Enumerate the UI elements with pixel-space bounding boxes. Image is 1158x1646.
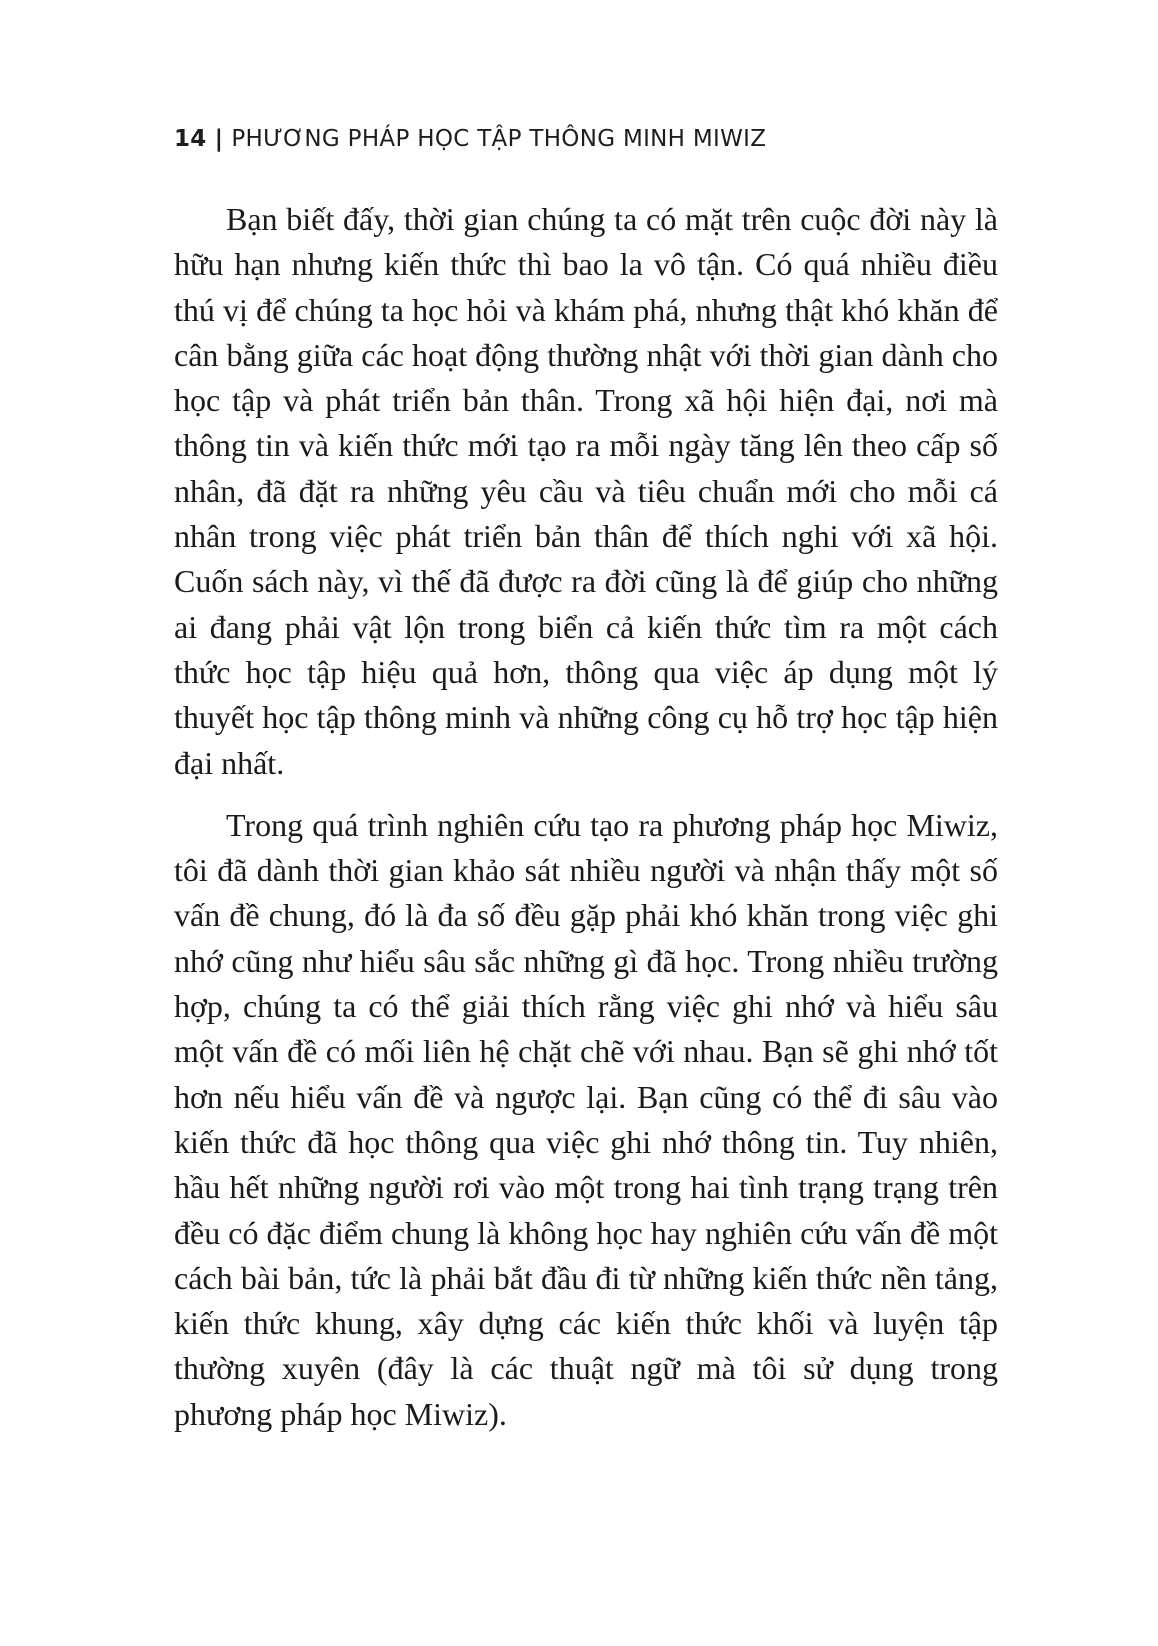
book-title: PHƯƠNG PHÁP HỌC TẬP THÔNG MINH MIWIZ <box>231 126 767 152</box>
page-number: 14 <box>174 126 207 152</box>
header-separator: | <box>214 126 224 152</box>
body-text <box>174 197 998 1437</box>
running-header <box>174 126 766 152</box>
paragraph-1: Bạn biết đấy, thời gian chúng ta có mặt trên cuộc đời này là hữu hạn nhưng kiến thức thì bao la vô tận. Có quá nhiều điều thú vị để chúng ta học hỏi và khám phá, nhưng thật khó khăn để cân bằng giữa các hoạt động thường nhật với thời gian dành cho học tập và phát triển bản thân. Trong xã hội hiện đại, nơi mà thông tin và kiến thức mới tạo ra mỗi ngày tăng lên theo cấp số nhân, đã đặt ra những yêu cầu và tiêu chuẩn mới cho mỗi cá nhân trong việc phát triển bản thân để thích nghi với xã hội. Cuốn sách này, vì thế đã được ra đời cũng là để giúp cho những ai đang phải vật lộn trong biển cả kiến thức tìm ra một cách thức học tập hiệu quả hơn, thông qua việc áp dụng một lý thuyết học tập thông minh và những công cụ hỗ trợ học tập hiện đại nhất. <box>174 201 998 781</box>
paragraph-2: Trong quá trình nghiên cứu tạo ra phương pháp học Miwiz, tôi đã dành thời gian khảo sát nhiều người và nhận thấy một số vấn đề chung, đó là đa số đều gặp phải khó khăn trong việc ghi nhớ cũng như hiểu sâu sắc những gì đã học. Trong nhiều trường hợp, chúng ta có thể giải thích rằng việc ghi nhớ và hiểu sâu một vấn đề có mối liên hệ chặt chẽ với nhau. Bạn sẽ ghi nhớ tốt hơn nếu hiểu vấn đề và ngược lại. Bạn cũng có thể đi sâu vào kiến thức đã học thông qua việc ghi nhớ thông tin. Tuy nhiên, hầu hết những người rơi vào một trong hai tình trạng trạng trên đều có đặc điểm chung là không học hay nghiên cứu vấn đề một cách bài bản, tức là phải bắt đầu đi từ những kiến thức nền tảng, kiến thức khung, xây dựng các kiến thức khối và luyện tập thường xuyên (đây là các thuật ngữ mà tôi sử dụng trong phương pháp học Miwiz). <box>174 806 998 1432</box>
